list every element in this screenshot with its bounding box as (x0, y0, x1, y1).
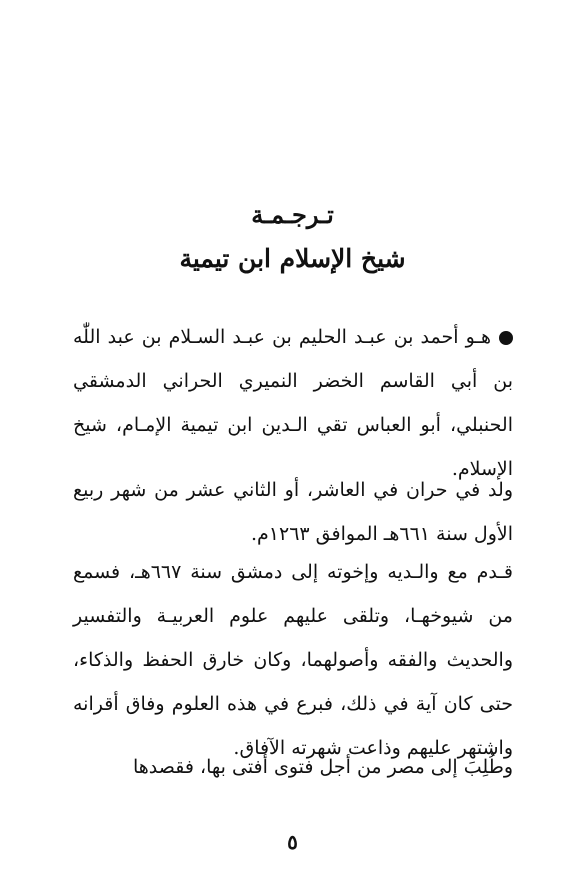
paragraph-birth (73, 468, 513, 556)
paragraph-text: هـو أحمد بن عبـد الحليم بن عبـد السـلام بن عبد اللّٰه بن أبي القاسم الخضر النميري الحراني الدمشقي الحنبلي، أبو العباس تقي الـدين ابن تيمية الإمـام، شيخ الإسلام. (73, 326, 513, 480)
bullet-icon (499, 331, 513, 345)
section-heading: تـرجـمـة (251, 200, 334, 229)
paragraph-text: قـدم مع والـديه وإخوته إلى دمشق سنة ٦٦٧هـ، فسمع من شيوخهـا، وتلقى عليهم علوم العربيـة والتفسير والحديث والفقه وأصولهما، وكان خارق الحفظ والذكاء، حتى كان آية في ذلك، فبرع في هذه العلوم وفاق أقرانه واشتهر عليهم وذاعت شهرته الآفاق. (73, 561, 513, 759)
page-number: ٥ (287, 830, 298, 854)
paragraph-egypt (73, 745, 513, 789)
paragraph-text: وطُلِبَ إلى مصر من أجل فتوى أفتى بها، فقصدها (132, 756, 513, 778)
paragraph-biography (73, 315, 513, 491)
page-title: شيخ الإسلام ابن تيمية (179, 244, 406, 273)
paragraph-education (73, 550, 513, 770)
paragraph-text: ولد في حران في العاشر، أو الثاني عشر من شهر ربيع الأول سنة ٦٦١هـ الموافق ١٢٦٣م. (73, 479, 513, 545)
